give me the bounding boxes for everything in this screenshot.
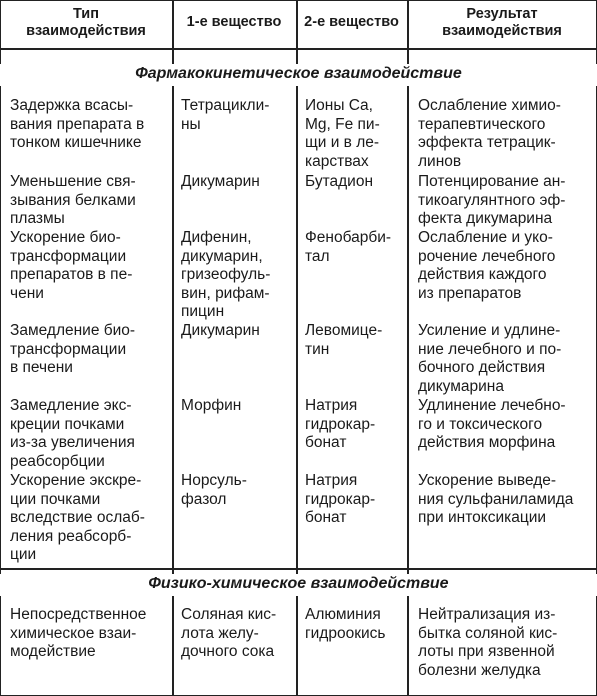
header-divider [0, 48, 597, 50]
row-3-result: Ослабление и уко- рочение лечебного действия каждого из препаратов [418, 229, 556, 302]
row-6-substance-1: Норсуль- фазол [181, 472, 247, 508]
row-5-type: Замедление экс- креции почками из-за увеличения реабсорбции [10, 397, 135, 470]
header-substance-2: 2-е вещество [304, 14, 399, 30]
row-3-substance-1: Дифенин, дикумарин, гризеофуль- вин, рифам- пицин [181, 229, 271, 321]
row-6-substance-2: Натрия гидрокар- бонат [305, 472, 376, 527]
header-type-of-interaction: Тип взаимодействия [26, 6, 146, 39]
row-1-type: Задержка всасы- вания препарата в тонком кишечнике [10, 97, 145, 152]
row-7-type: Непосредственное химическое взаи- модействие [10, 606, 147, 661]
row-4-substance-2: Левомице- тин [305, 322, 383, 358]
section-title-physicochemical: Физико-химическое взаимодействие [0, 574, 597, 596]
row-4-type: Замедление био- трансформации в печени [10, 322, 136, 377]
row-4-substance-1: Дикумарин [181, 322, 260, 339]
row-2-result: Потенцирование ан- тикоагулянтного эф- фекта дикумарина [418, 173, 566, 228]
row-6-type: Ускорение экскре- ции почками вследствие ослаб- ления реабсорб- ции [10, 472, 145, 564]
row-5-substance-2: Натрия гидрокар- бонат [305, 397, 376, 452]
section-title-pharmacokinetic: Фармакокинетическое взаимодействие [0, 64, 597, 86]
row-5-result: Удлинение лечебно- го и токсического действия морфина [418, 397, 566, 452]
row-2-type: Уменьшение свя- зывания белками плазмы [10, 173, 136, 228]
row-7-substance-2: Алюминия гидроокись [305, 606, 386, 642]
header-substance-1: 1-е вещество [186, 14, 282, 30]
row-3-type: Ускорение био- трансформации препаратов в пе- чени [10, 229, 133, 302]
row-3-substance-2: Фенобарби- тал [305, 229, 392, 265]
row-2-substance-1: Дикумарин [181, 173, 260, 190]
row-1-result: Ослабление химио- терапевтического эффекта тетрацик- линов [418, 97, 561, 170]
header-result: Результат взаимодействия [442, 6, 562, 39]
section-divider [0, 568, 597, 570]
row-6-result: Ускорение выведе- ния сульфаниламида при интоксикации [418, 472, 574, 527]
row-1-substance-1: Тетрацикли- ны [181, 97, 270, 133]
row-5-substance-1: Морфин [181, 397, 242, 414]
row-4-result: Усиление и удлине- ние лечебного и по- бочного действия дикумарина [418, 322, 562, 395]
row-7-result: Нейтрализация из- бытка соляной кис- лоты при язвенной болезни желудка [418, 606, 558, 679]
row-7-substance-1: Соляная кис- лота желу- дочного сока [181, 606, 277, 661]
row-1-substance-2: Ионы Ca, Mg, Fe пи- щи и в ле- карствах [305, 97, 380, 170]
row-2-substance-2: Бутадион [305, 173, 374, 190]
